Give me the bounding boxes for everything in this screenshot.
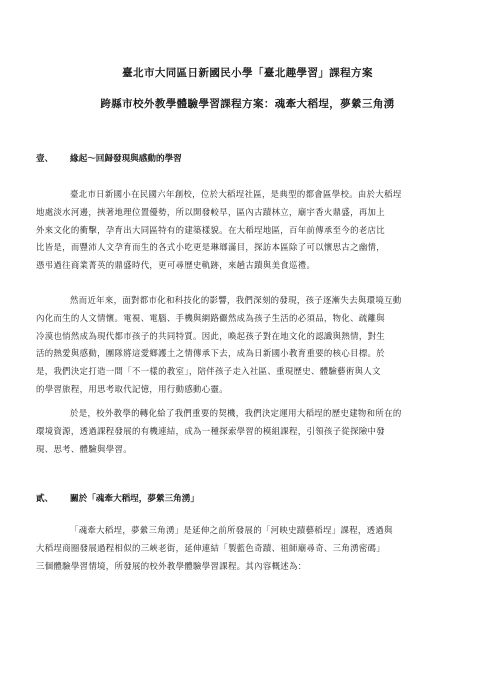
section-heading-1: [36, 152, 182, 164]
text-line: 「魂牽大稻埕，夢縈三角湧」是延伸之前所發展的「河映史蹟藝稻埕」課程，透過與: [70, 525, 393, 535]
text-line: 活的熱愛與感動，團隊將這愛鄉護土之情傳承下去，成為日新國小教育重要的核心目標。於: [36, 348, 385, 359]
text-line: 大稻埕商圈發展過程相似的三峽老街，延伸連結「製藍色奇蹟、祖師廟尋奇、三角湧密碼」: [36, 542, 385, 553]
text-line: 地處淡水河邊，挾著地理位置優勢，所以開發較早，區內古蹟林立，廟宇香火鼎盛，再加上: [36, 206, 385, 217]
text-line: 比皆是，而豐沛人文孕育而生的各式小吃更是琳瑯滿目，探訪本區除了可以懷思古之幽情，: [36, 242, 385, 253]
section-number: 貳、: [36, 494, 54, 504]
paragraph-4: [36, 522, 468, 575]
paragraph-2: [36, 292, 468, 399]
text-line: 然而近年來，面對都市化和科技化的影響，我們深刻的發現，孩子逐漸失去與環境互動: [70, 295, 402, 305]
paragraph-3: [36, 405, 468, 458]
section-title: 關於「魂牽大稻埕，夢縈三角湧」: [70, 494, 199, 504]
document-title: 臺北市大同區日新國民小學「臺北趣學習」課程方案: [122, 67, 373, 79]
text-line: 憑弔過往商業菁英的鼎盛時代，更可尋歷史軌跡，來趟古蹟與美食巡禮。: [36, 260, 316, 271]
section-number: 壹、: [36, 154, 54, 164]
text-line: 現、思考、體驗與學習。: [36, 443, 132, 454]
text-line: 內化而生的人文情懷。電視、電腦、手機與網路儼然成為孩子生活的必須品，物化、疏離與: [36, 312, 385, 323]
text-line: 臺北市日新國小在民國六年創校，位於大稻埕社區，是典型的都會區學校。由於大稻埕: [70, 189, 402, 199]
document-subtitle: 跨縣市校外教學體驗學習課程方案：魂牽大稻埕，夢縈三角湧: [100, 98, 395, 110]
paragraph-1: [36, 186, 468, 275]
text-line: 的學習旅程，用思考取代記憶，用行動感動心靈。: [36, 383, 228, 394]
text-line: 外來文化的衝擊，孕育出大同區特有的建築樣貌。在大稻埕地區，百年前傳承至今的老店比: [36, 224, 385, 235]
section-heading-2: [36, 492, 199, 504]
text-line: 三個體驗學習情境，所發展的校外教學體驗學習課程。其內容概述為：: [36, 560, 307, 571]
section-title: 緣起～回歸發現與感動的學習: [70, 154, 182, 164]
text-line: 冷漠也悄然成為現代都市孩子的共同特質。因此，喚起孩子對在地文化的認識與熱情，對生: [36, 330, 385, 341]
text-line: 是，我們決定打造一間「不一樣的教室」，陪伴孩子走入社區、重現歷史、體驗藝術與人文: [36, 366, 381, 377]
text-line: 環境資源，透過課程發展的有機連結，成為一種探索學習的模組課程，引領孩子從探險中發: [36, 425, 385, 436]
text-line: 於是，校外教學的轉化給了我們重要的契機，我們決定運用大稻埕的歷史建物和所在的: [70, 408, 402, 418]
